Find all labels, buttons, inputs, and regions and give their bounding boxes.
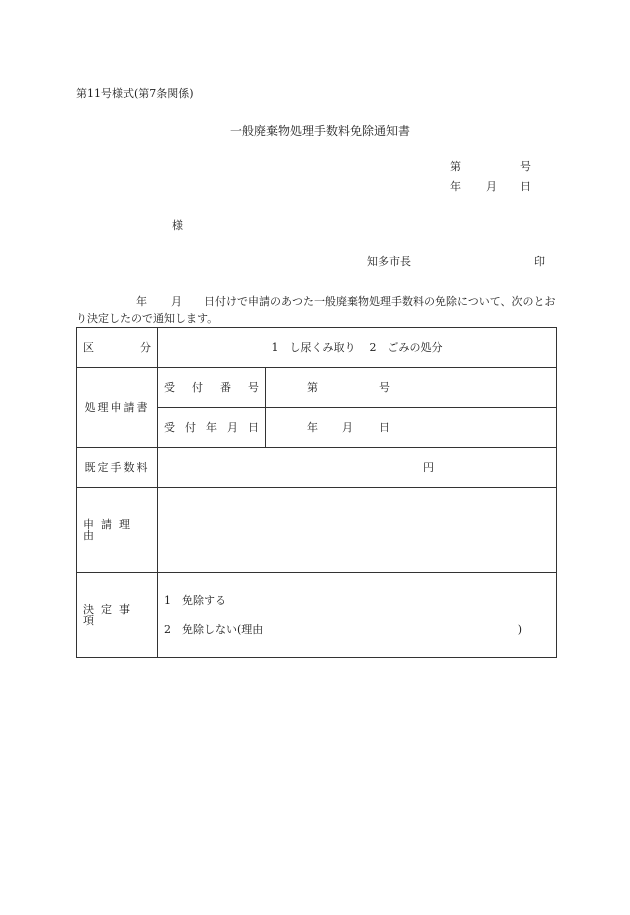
label-fee-text: 既定手数料 [84,461,150,474]
receipt-date-month: 月 [342,421,353,434]
receipt-date-year: 年 [307,421,318,434]
category-option-2[interactable]: 2 ごみの処分 [369,341,443,354]
receipt-no-ch-3: 番 [220,381,231,394]
body-text: 日付けで申請のあつた一般廃棄物処理手数料の免除について、次のとおり決定したので通知します。 [76,295,556,325]
receipt-no-prefix: 第 [307,381,318,394]
receipt-date-day: 日 [379,421,390,434]
decision-options [158,573,557,658]
date-day: 日 [520,180,531,193]
page-title: 一般廃棄物処理手数料免除通知書 [230,124,411,138]
form-number: 第11号様式(第7条関係) [76,87,194,100]
receipt-date-ch-2: 付 [185,421,196,434]
label-receipt-no [158,368,266,408]
label-application [77,368,158,448]
row-reason [77,488,557,573]
row-decision [77,573,557,658]
receipt-no-ch-4: 号 [248,381,259,394]
receipt-date-value[interactable] [266,408,557,448]
receipt-date-ch-1: 受 [164,421,175,434]
date-year: 年 [450,180,461,193]
notice-table [76,327,557,658]
label-decision [77,573,158,658]
decision-option-2-row [164,624,556,635]
addressee-suffix: 様 [172,219,183,232]
row-fee [77,448,557,488]
reason-value[interactable] [158,488,557,573]
label-reason-text: 申請理由 [83,518,137,542]
receipt-no-ch-2: 付 [192,381,203,394]
label-category-a: 区 [83,341,94,354]
label-decision-text: 決定事項 [83,603,137,627]
fee-value[interactable] [158,448,557,488]
category-options [158,328,557,368]
fee-unit: 円 [423,461,434,474]
decision-option-1[interactable]: 1 免除する [164,594,226,607]
label-reason [77,488,158,573]
label-application-text: 処理申請書 [84,401,150,414]
receipt-date-ch-5: 日 [248,421,259,434]
body-year: 年 [136,295,147,308]
row-category [77,328,557,368]
label-fee [77,448,158,488]
date-month: 月 [486,180,497,193]
receipt-date-ch-4: 月 [227,421,238,434]
label-category-b: 分 [140,341,151,354]
decision-option-2[interactable]: 2 免除しない(理由 [164,623,264,636]
issuer-seal: 印 [534,255,545,268]
label-receipt-date [158,408,266,448]
row-application [77,368,557,408]
notice-body [76,293,556,327]
doc-number-prefix: 第 [450,160,461,173]
receipt-no-suffix: 号 [379,381,390,394]
body-month: 月 [171,295,182,308]
issuer-name: 知多市長 [367,255,411,268]
receipt-no-ch-1: 受 [164,381,175,394]
decision-option-2-close: ) [517,623,522,636]
receipt-no-value[interactable] [266,368,557,408]
category-option-1[interactable]: 1 し尿くみ取り [271,341,356,354]
label-category [77,328,158,368]
doc-number-suffix: 号 [520,160,531,173]
receipt-date-ch-3: 年 [206,421,217,434]
